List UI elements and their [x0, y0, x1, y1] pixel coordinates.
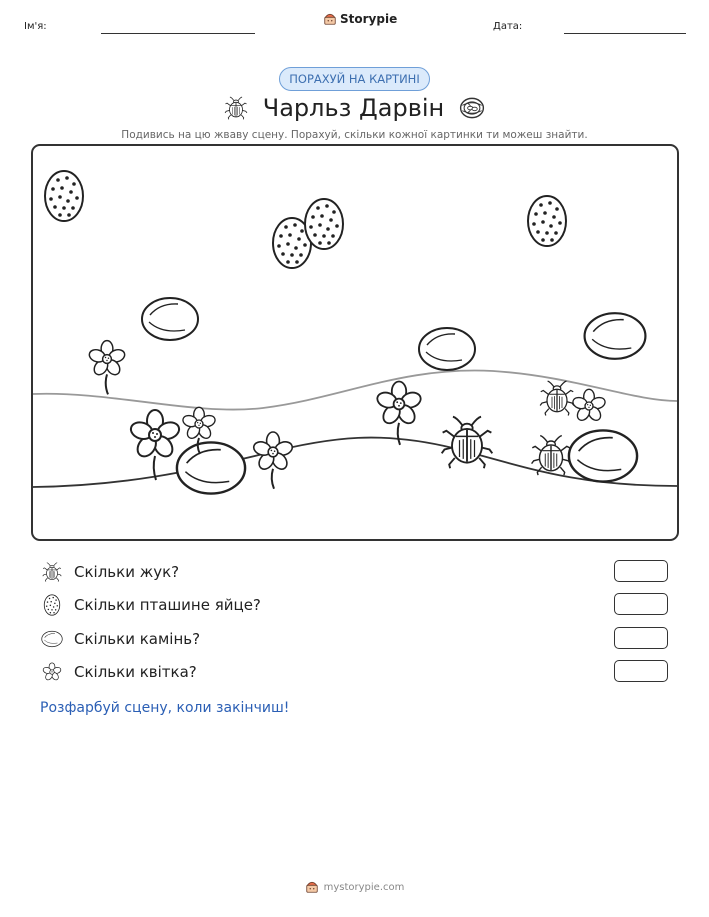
footer-url: mystorypie.com — [323, 881, 405, 893]
date-label: Дата: — [493, 21, 523, 32]
answer-box[interactable] — [614, 627, 668, 649]
storypie-logo — [323, 12, 397, 26]
name-field[interactable] — [101, 33, 255, 34]
stone-icon — [419, 328, 475, 370]
question-row — [40, 659, 197, 685]
flower-stem — [398, 423, 400, 445]
beetle-icon — [442, 417, 493, 469]
flower-stem — [154, 456, 156, 480]
page-subtitle: Подивись на цю жваву сцену. Порахуй, скільки кожної картинки ти можеш знайти. — [121, 129, 588, 141]
question-row — [40, 626, 200, 652]
beetle-icon — [532, 436, 571, 476]
storypie-footer-icon — [305, 880, 319, 894]
stone-icon — [40, 628, 64, 650]
scene-illustration — [33, 146, 677, 539]
footer — [0, 880, 709, 894]
date-field — [564, 33, 686, 34]
question-row — [40, 559, 179, 585]
instruction-text: Розфарбуй сцену, коли закінчиш! — [40, 700, 290, 716]
flower-stem — [106, 374, 108, 394]
question-text: Скільки квітка? — [74, 663, 197, 681]
flower-icon — [375, 382, 422, 427]
activity-badge: ПОРАХУЙ НА КАРТИНІ — [279, 67, 430, 91]
counting-scene — [31, 144, 679, 541]
brand-name: Storypie — [340, 12, 398, 26]
stone-icon — [177, 442, 245, 493]
flower-icon — [182, 407, 217, 440]
name-label: Ім'я: — [24, 21, 47, 32]
stone-icon — [569, 430, 637, 481]
question-text: Скільки камінь? — [74, 630, 201, 648]
flower-icon — [88, 341, 126, 378]
answer-box[interactable] — [614, 660, 668, 682]
scene-items — [45, 171, 645, 494]
egg-icon — [305, 199, 343, 249]
flower-stem — [272, 469, 274, 489]
flower-icon — [252, 432, 294, 472]
nest-icon — [458, 94, 486, 122]
beetle-icon — [540, 381, 574, 415]
flower-icon — [40, 661, 64, 683]
question-text: Скільки жук? — [74, 563, 180, 581]
storypie-logo-icon — [323, 12, 337, 26]
stone-icon — [585, 313, 646, 359]
egg-icon — [528, 196, 566, 246]
title-row — [0, 92, 709, 124]
answer-box[interactable] — [614, 593, 668, 615]
answer-box[interactable] — [614, 560, 668, 582]
stone-icon — [142, 298, 198, 340]
flower-icon — [572, 389, 607, 422]
page-title: Чарльз Дарвін — [262, 94, 445, 122]
egg-icon — [45, 171, 83, 221]
beetle-icon — [223, 95, 249, 121]
question-row — [40, 592, 261, 618]
question-text: Скільки пташине яйце? — [74, 596, 261, 614]
egg-icon — [40, 594, 64, 616]
flower-icon — [129, 410, 181, 460]
beetle-icon — [40, 561, 64, 583]
